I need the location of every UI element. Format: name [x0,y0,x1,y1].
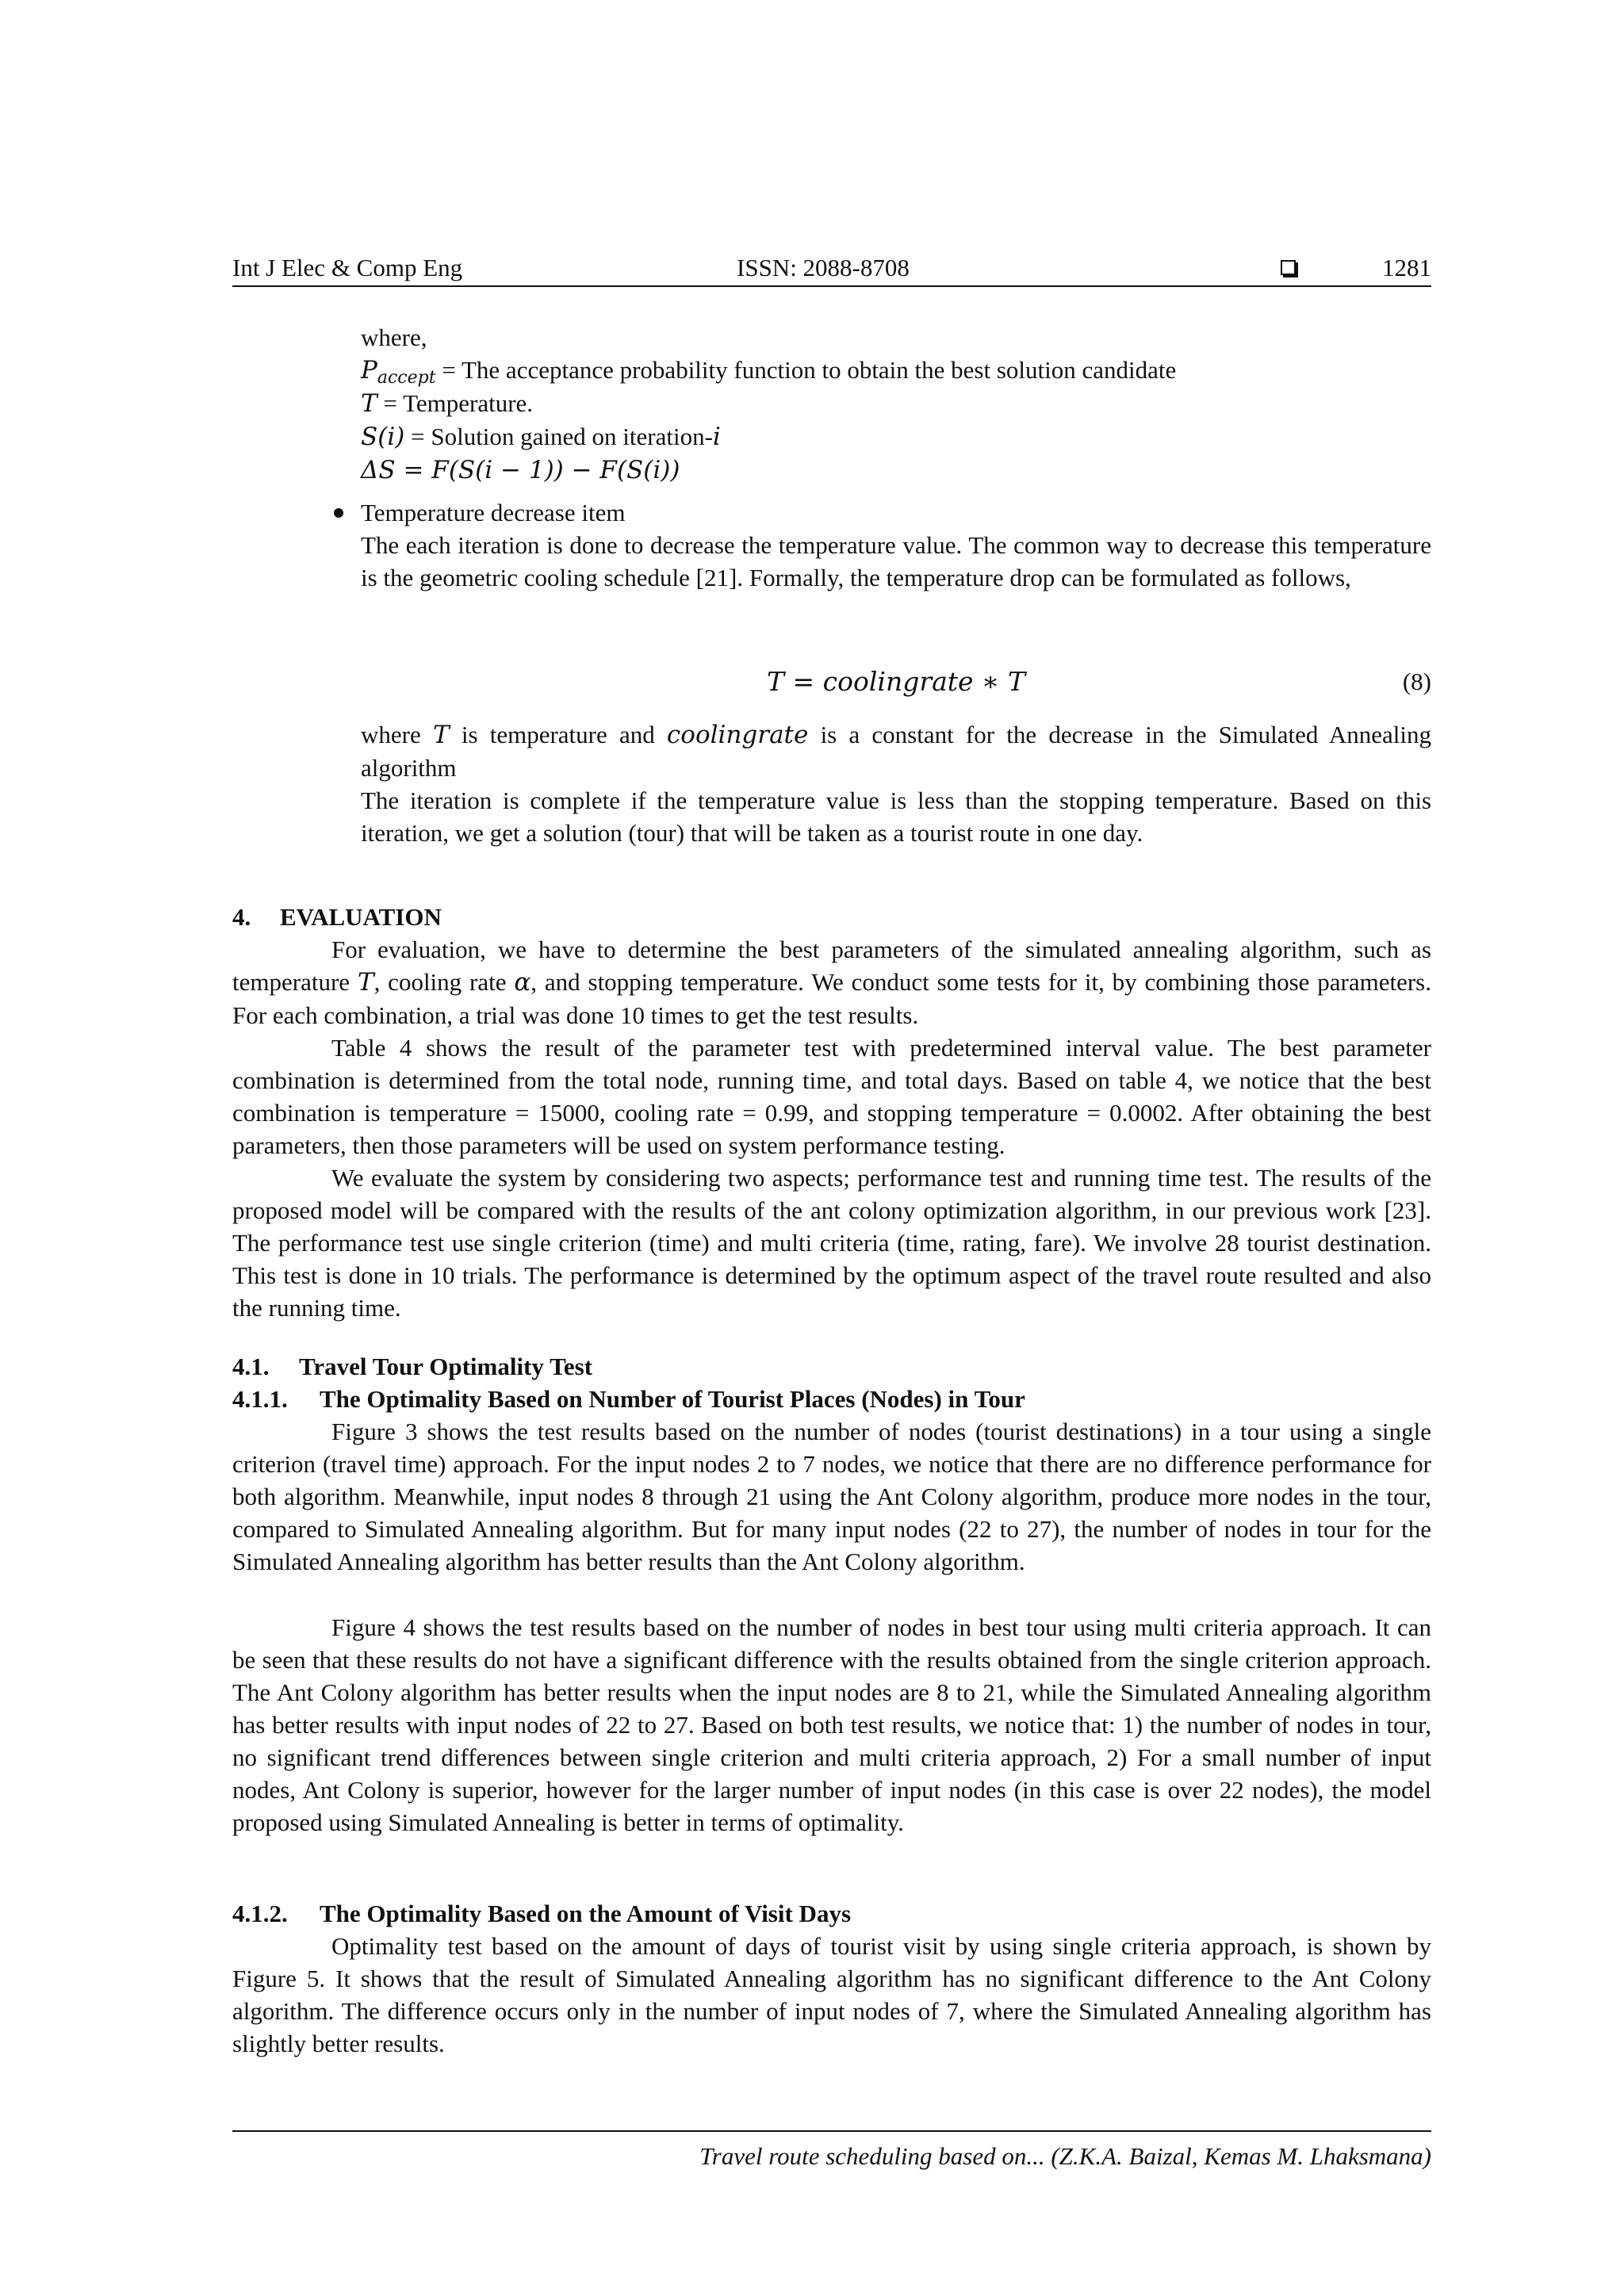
equation-number: (8) [1402,668,1431,695]
paragraph: Figure 3 shows the test results based on the number of nodes (tourist destinations) in a tour using a single criterion (travel time) approach. For the input nodes 2 to 7 nodes, we notice that there are no difference performance for both algorithm. Meanwhile, input nodes 8 through 21 using the Ant Colony algorithm, produce more nodes in the tour, compared to Simulated Annealing algorithm. But for many input nodes (22 to 27), the number of nodes in tour for the Simulated Annealing algorithm has better results than the Ant Colony algorithm. [232,1418,1431,1575]
coolingrate-symbol: coolingrate [666,721,809,749]
section-4-1-1-body-2 [232,1611,1431,1839]
delta-text: = F(S(i − 1)) − F(S(i)) [395,456,680,484]
s-argument: (i) [377,423,405,451]
p-accept-symbol: P [361,356,377,385]
paragraph: Optimality test based on the amount of days of tourist visit by using single criteria approach, is shown by Figure 5. It shows that the result of Simulated Annealing algorithm has no significant difference to the Ant Colony algorithm. The difference occurs only in the number of input nodes of 7, where the Simulated Annealing algorithm has slightly better results. [232,1932,1431,2057]
delta-definition [361,453,1431,487]
section-title: The Optimality Based on the Amount of Visit Days [320,1900,852,1927]
paragraph: Figure 4 shows the test results based on the number of nodes in best tour using multi criteria approach. It can be seen that these results do not have a significant difference with the results obtained from the single criterion approach. The Ant Colony algorithm has better results when the input nodes are 8 to 21, while the Simulated Annealing algorithm has better results with input nodes of 22 to 27. Based on both test results, we notice that: 1) the number of nodes in tour, no significant trend differences between single criterion and multi criteria approach, 2) For a small number of input nodes, Ant Colony is superior, however for the larger number of input nodes (in this case is over 22 nodes), the model proposed using Simulated Annealing is better in terms of optimality. [232,1613,1431,1836]
paragraph-text: , cooling rate [373,968,515,996]
page-header [232,252,1431,284]
section-4-1-heading [232,1350,592,1383]
paragraph-text: For evaluation, we have to determine the best parameters of the simulated annealing algorithm, such as temperature [232,936,1431,996]
t-symbol: T [361,389,377,418]
bullet-dot-icon [334,508,343,518]
page-number: 1281 [1382,254,1431,281]
section-4-1-1-body-1 [232,1415,1431,1578]
delta-symbol: ΔS [361,456,396,484]
explanation-text: where [361,721,433,748]
section-number: 4.1.1. [232,1385,288,1413]
section-4-heading [232,901,442,933]
s-iteration: i [712,423,721,451]
where-label: where, [361,323,427,351]
explanation-line-2: The iteration is complete if the temperature value is less than the stopping temperature. Based on this iteration, we get a solution (tour) that will be taken as a tourist route in one day. [361,786,1431,847]
equation-8 [361,664,1431,699]
issn: ISSN: 2088-8708 [737,254,910,281]
paragraph [232,933,1431,1031]
square-icon [1281,260,1296,275]
section-title: EVALUATION [280,903,442,931]
header-rule [232,285,1431,287]
s-text: = Solution gained on iteration- [404,423,713,450]
explanation-text: is a constant for the decrease in the Simulated Annealing algorithm [361,721,1431,782]
symbol-definitions [361,321,1431,487]
footer-rule [232,2130,1431,2132]
p-accept-definition [361,354,1431,387]
paragraph: Table 4 shows the result of the parameter test with predetermined interval value. The best parameter combination is determined from the total node, running time, and total days. Based on table 4, we notice that the best combination is temperature = 15000, cooling rate = 0.99, and stopping temperature = 0.0002. After obtaining the best parameters, then those parameters will be used on system performance testing. [232,1034,1431,1159]
journal-name: Int J Elec & Comp Eng [232,254,463,281]
section-title: The Optimality Based on Number of Tourist Places (Nodes) in Tour [320,1385,1025,1413]
t-definition [361,387,1431,420]
explanation-line-1 [361,718,1431,784]
section-4-1-2-body [232,1930,1431,2060]
t-text: = Temperature. [377,389,534,417]
s-definition [361,420,1431,453]
section-4-1-1-heading [232,1383,1025,1415]
bullet-temperature-decrease [361,496,1431,594]
equation-explanation [361,718,1431,849]
alpha-symbol: α [514,968,531,997]
s-symbol: S [361,423,378,451]
bullet-title: Temperature decrease item [361,499,626,526]
section-number: 4. [232,903,251,931]
paragraph: We evaluate the system by considering two aspects; performance test and running time test. The results of the proposed model will be compared with the results of the ant colony optimization algorithm, in our previous work [23]. The performance test use single criterion (time) and multi criteria (time, rating, fare). We involve 28 tourist destination. This test is done in 10 trials. The performance is determined by the optimum aspect of the travel route resulted and also the running time. [232,1164,1431,1322]
paragraph-text: , and stopping temperature. We conduct some tests for it, by combining those parameters. For each combination, a trial was done 10 times to get the test results. [232,968,1431,1029]
section-title: Travel Tour Optimality Test [299,1353,593,1380]
p-accept-text: = The acceptance probability function to obtain the best solution candidate [435,356,1177,384]
t-symbol-inline: T [432,721,450,749]
section-4-1-2-heading [232,1897,851,1930]
section-4-body [232,933,1431,1324]
section-number: 4.1. [232,1353,270,1380]
p-accept-subscript: accept [377,368,436,388]
t-symbol-inline: T [357,968,374,997]
bullet-text: The each iteration is done to decrease the temperature value. The common way to decrease this temperature is the geometric cooling schedule [21]. Formally, the temperature drop can be formulated as follows, [361,531,1431,591]
section-number: 4.1.2. [232,1900,288,1927]
running-title: Travel route scheduling based on... (Z.K.A. Baizal, Kemas M. Lhaksmana) [699,2142,1431,2170]
page-content [232,0,1431,2296]
equation-body: T = coolingrate ∗ T [766,666,1025,697]
explanation-text: is temperature and [449,721,667,748]
